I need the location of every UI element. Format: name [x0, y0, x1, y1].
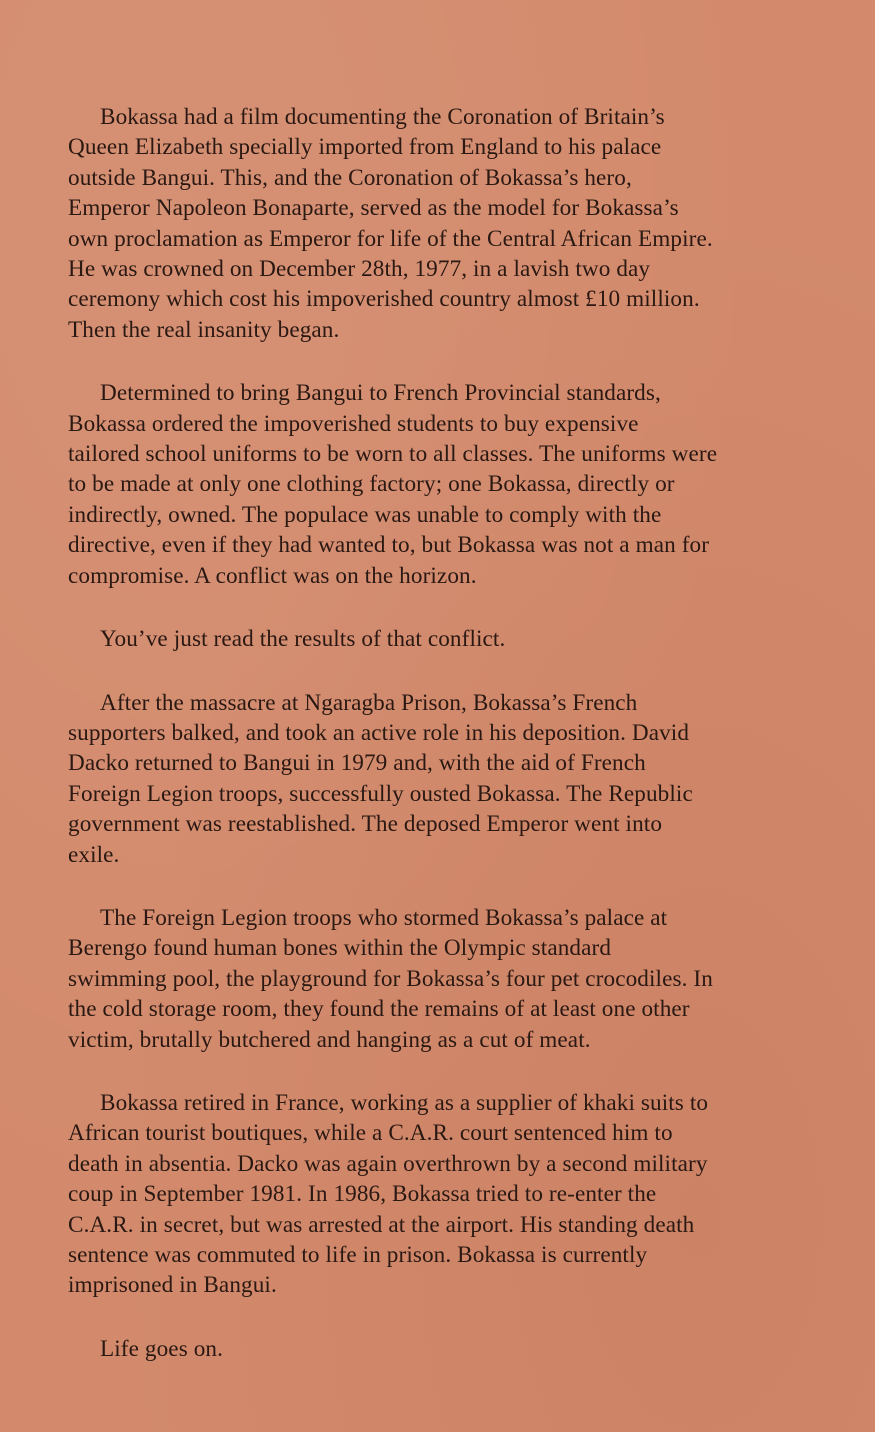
text-line: You’ve just read the results of that conflict. [100, 626, 506, 653]
text-line: death in absentia. Dacko was again overthrown by a second military [68, 1150, 708, 1177]
text-line: own proclamation as Emperor for life of the Central African Empire. [68, 225, 713, 252]
text-line: victim, brutally butchered and hanging as a cut of meat. [68, 1026, 591, 1053]
text-line: Queen Elizabeth specially imported from England to his palace [68, 134, 662, 161]
text-line: outside Bangui. This, and the Coronation of Bokassa’s hero, [68, 164, 632, 191]
text-line: indirectly, owned. The populace was unable to comply with the [68, 501, 662, 528]
text-line: Determined to bring Bangui to French Provincial standards, [100, 380, 661, 407]
text-line: Bokassa retired in France, working as a supplier of khaki suits to [100, 1089, 709, 1116]
text-line: Then the real insanity began. [68, 316, 340, 343]
paragraph-exile [68, 1088, 825, 1301]
text-line: compromise. A conflict was on the horizon. [68, 562, 477, 589]
text-line: African tourist boutiques, while a C.A.R. court sentenced him to [68, 1120, 673, 1147]
text-line: Foreign Legion troops, successfully ousted Bokassa. The Republic [68, 780, 693, 807]
text-line: directive, even if they had wanted to, but Bokassa was not a man for [68, 532, 710, 559]
text-line: The Foreign Legion troops who stormed Bokassa’s palace at [100, 904, 668, 931]
text-line: Emperor Napoleon Bonaparte, served as the model for Bokassa’s [68, 195, 679, 222]
text-line: exile. [68, 841, 120, 868]
paragraph-massacre [68, 688, 825, 870]
text-line: ceremony which cost his impoverished country almost £10 million. [68, 286, 700, 313]
text-line: swimming pool, the playground for Bokassa’s four pet crocodiles. In [68, 965, 713, 992]
paragraph-conflict [68, 624, 825, 654]
paragraph-coronation [68, 102, 825, 345]
text-line: Berengo found human bones within the Olympic standard [68, 935, 612, 962]
text-line: He was crowned on December 28th, 1977, in a lavish two day [68, 256, 651, 283]
text-line: the cold storage room, they found the remains of at least one other [68, 996, 690, 1023]
text-line: Life goes on. [100, 1335, 224, 1362]
text-line: Bokassa ordered the impoverished students to buy expensive [68, 410, 639, 437]
text-line: government was reestablished. The deposed Emperor went into [68, 811, 663, 838]
text-line: to be made at only one clothing factory; one Bokassa, directly or [68, 471, 675, 498]
text-line: C.A.R. in secret, but was arrested at the airport. His standing death [68, 1211, 695, 1238]
paragraph-closing [68, 1334, 825, 1364]
text-line: Dacko returned to Bangui in 1979 and, with the aid of French [68, 750, 646, 777]
text-line: sentence was commuted to life in prison. Bokassa is currently [68, 1242, 648, 1268]
text-line: Bokassa had a film documenting the Coronation of Britain’s [100, 104, 665, 130]
paragraph-uniforms [68, 378, 825, 591]
text-line: coup in September 1981. In 1986, Bokassa tried to re-enter the [68, 1181, 657, 1208]
text-line: imprisoned in Bangui. [68, 1272, 277, 1299]
text-line: supporters balked, and took an active role in his deposition. David [68, 719, 690, 746]
paragraph-palace [68, 903, 825, 1055]
text-line: tailored school uniforms to be worn to all classes. The uniforms were [68, 441, 718, 468]
text-line: After the massacre at Ngaragba Prison, Bokassa’s French [100, 689, 638, 716]
